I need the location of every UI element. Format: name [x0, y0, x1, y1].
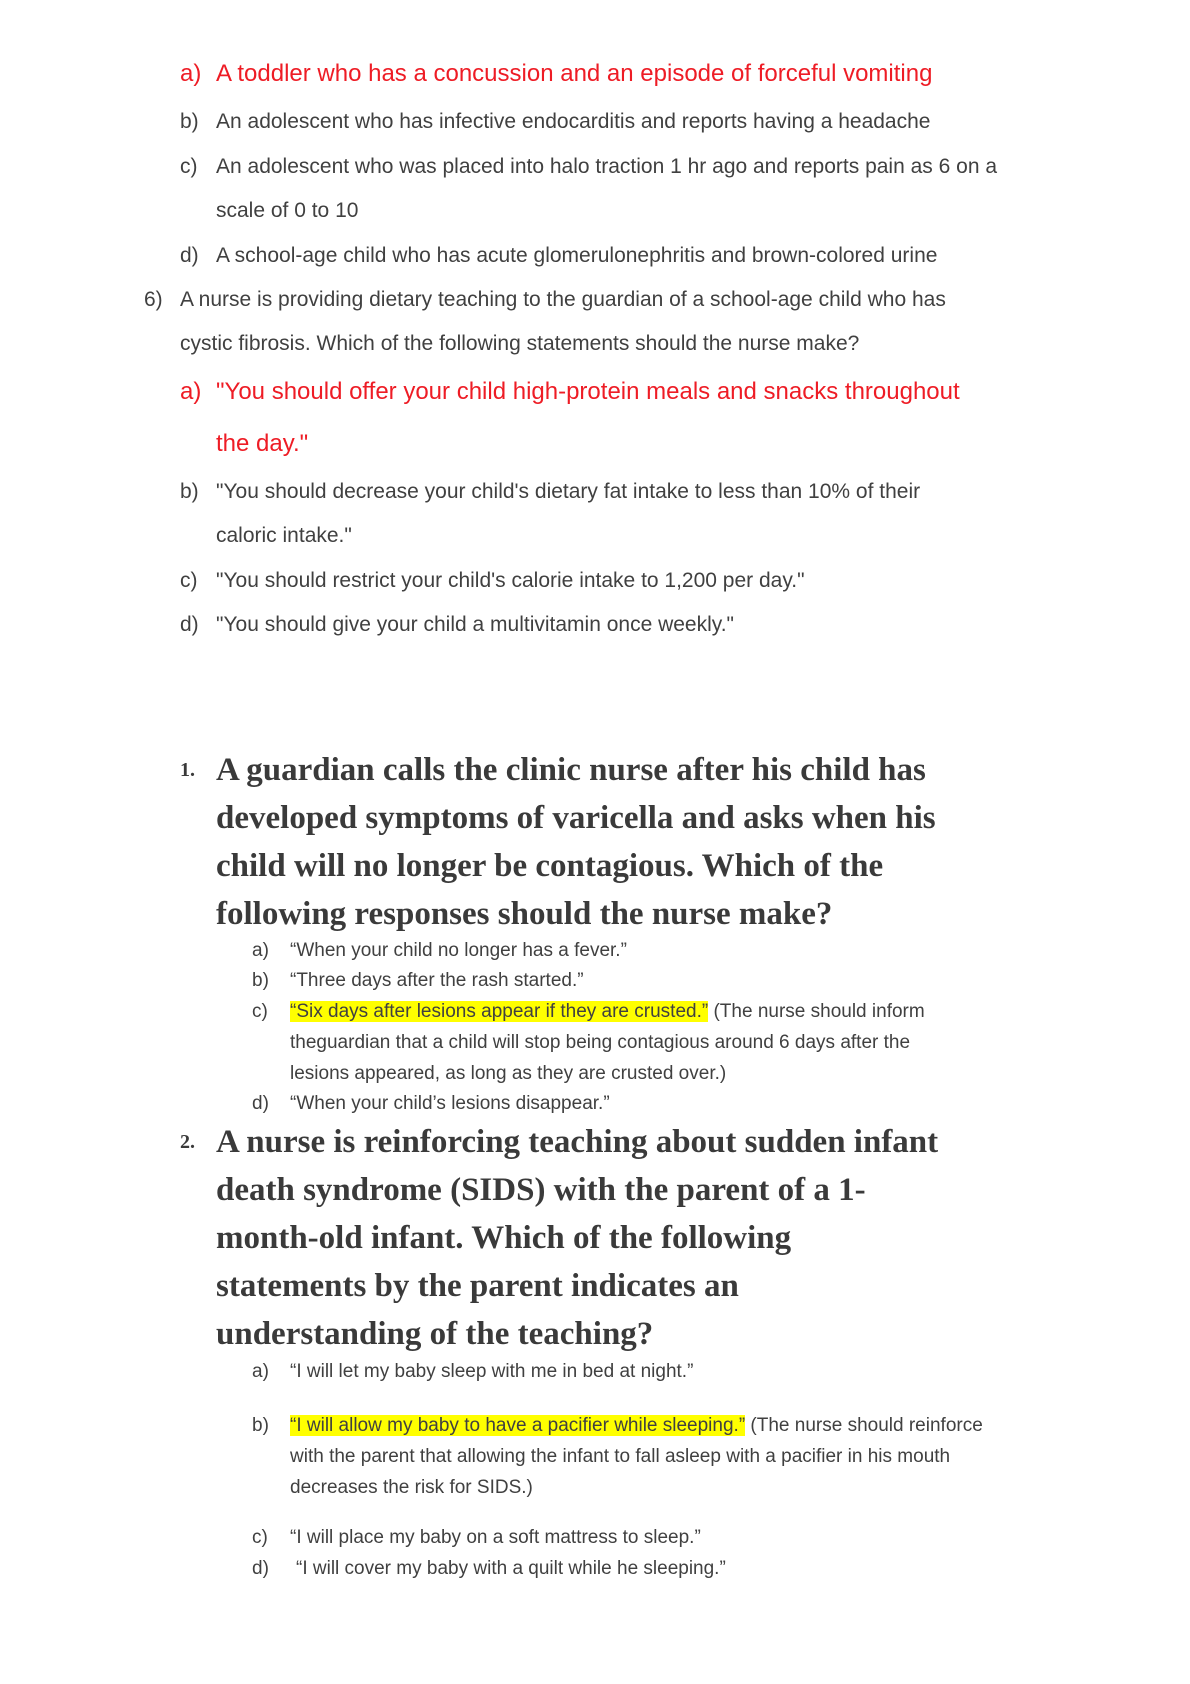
option-text: An adolescent who has infective endocarditis and reports having a headache — [216, 110, 931, 133]
question-text: statements by the parent indicates an — [216, 1268, 739, 1304]
option-text — [290, 999, 925, 1025]
option-text: “I will cover my baby with a quilt while he sleeping.” — [296, 1558, 726, 1579]
question-number: 2. — [180, 1131, 195, 1153]
option-label: b) — [252, 970, 269, 991]
option-label: c) — [180, 155, 198, 178]
option-text-continued: the day." — [216, 430, 309, 457]
question-number: 1. — [180, 759, 195, 781]
option-text-correct: "You should offer your child high-protein meals and snacks throughout — [216, 378, 960, 405]
option-text-continued: scale of 0 to 10 — [216, 199, 359, 222]
option-label: b) — [252, 1415, 269, 1436]
option-text: A school-age child who has acute glomerulonephritis and brown-colored urine — [216, 244, 938, 267]
question-text: understanding of the teaching? — [216, 1316, 654, 1352]
option-text: "You should decrease your child's dietary fat intake to less than 10% of their — [216, 480, 921, 503]
rationale-text: (The nurse should inform — [708, 1001, 925, 1022]
option-text — [290, 1413, 983, 1439]
question-number: 6) — [144, 288, 163, 311]
option-text: “I will place my baby on a soft mattress to sleep.” — [290, 1527, 701, 1548]
option-label: c) — [252, 1527, 268, 1548]
question-text: death syndrome (SIDS) with the parent of a 1- — [216, 1172, 866, 1208]
option-label: a) — [180, 378, 202, 405]
option-label: c) — [180, 569, 198, 592]
question-text: A nurse is providing dietary teaching to the guardian of a school-age child who has — [180, 288, 946, 311]
highlighted-answer: “I will allow my baby to have a pacifier while sleeping.” — [290, 1415, 746, 1436]
question-text: month-old infant. Which of the following — [216, 1220, 792, 1256]
question-text-continued: cystic fibrosis. Which of the following statements should the nurse make? — [180, 332, 860, 355]
question-text: developed symptoms of varicella and asks when his — [216, 800, 936, 836]
rationale-text: (The nurse should reinforce — [745, 1415, 983, 1436]
option-text-correct: A toddler who has a concussion and an episode of forceful vomiting — [216, 60, 933, 87]
question-text: child will no longer be contagious. Which of the — [216, 848, 884, 884]
highlighted-answer: “Six days after lesions appear if they are crusted.” — [290, 1001, 709, 1022]
rationale-text-continued: with the parent that allowing the infant to fall asleep with a pacifier in his mouth — [290, 1446, 951, 1467]
option-text: “I will let my baby sleep with me in bed at night.” — [290, 1361, 694, 1382]
option-label: d) — [180, 244, 199, 267]
option-label: a) — [252, 940, 269, 961]
option-text: “When your child no longer has a fever.” — [290, 940, 627, 961]
question-text: following responses should the nurse make? — [216, 896, 833, 932]
question-text: A guardian calls the clinic nurse after his child has — [216, 752, 926, 788]
rationale-text-continued: theguardian that a child will stop being contagious around 6 days after the — [290, 1032, 911, 1053]
question-text: A nurse is reinforcing teaching about sudden infant — [216, 1124, 939, 1160]
rationale-text-continued: lesions appeared, as long as they are crusted over.) — [290, 1063, 727, 1084]
option-text: "You should restrict your child's calorie intake to 1,200 per day." — [216, 569, 805, 592]
option-text-continued: caloric intake." — [216, 524, 352, 547]
rationale-text-continued: decreases the risk for SIDS.) — [290, 1477, 533, 1498]
option-label: a) — [180, 60, 202, 87]
option-label: d) — [180, 613, 199, 636]
option-label: d) — [252, 1558, 269, 1579]
option-label: a) — [252, 1361, 269, 1382]
option-label: b) — [180, 110, 199, 133]
option-label: c) — [252, 1001, 268, 1022]
option-label: d) — [252, 1093, 269, 1114]
option-text: “Three days after the rash started.” — [290, 970, 584, 991]
option-label: b) — [180, 480, 199, 503]
option-text: “When your child’s lesions disappear.” — [290, 1093, 610, 1114]
option-text: An adolescent who was placed into halo traction 1 hr ago and reports pain as 6 on a — [216, 155, 998, 178]
option-text: "You should give your child a multivitamin once weekly." — [216, 613, 735, 636]
